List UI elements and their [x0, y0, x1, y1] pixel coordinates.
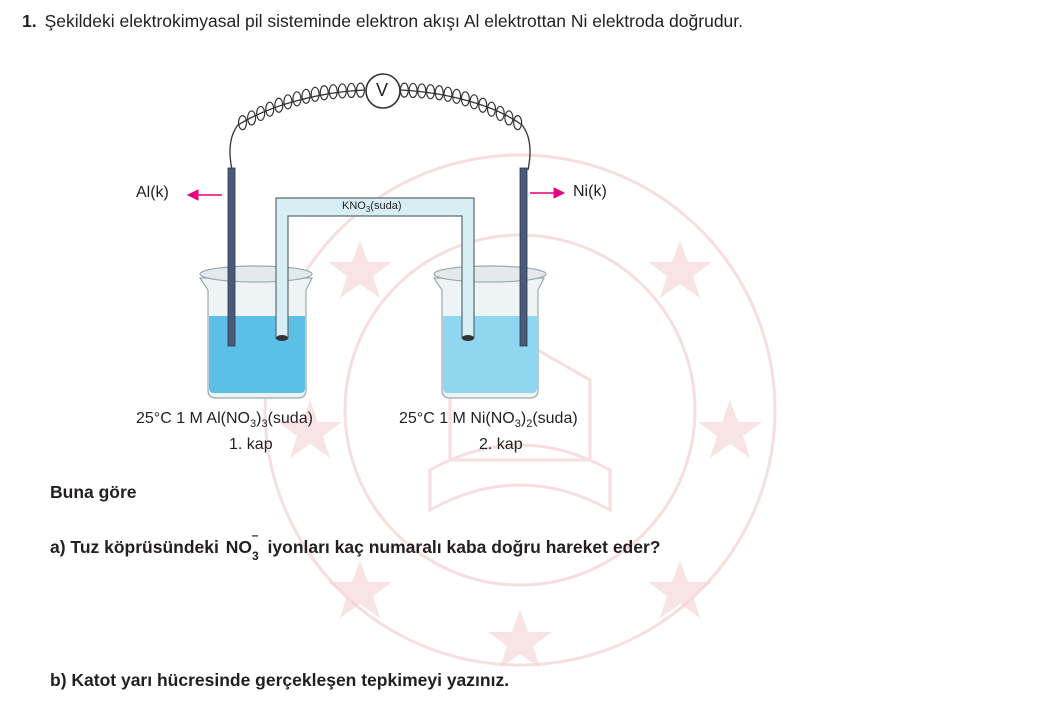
- wire-coil: [302, 89, 310, 103]
- voltmeter-label: V: [376, 80, 389, 100]
- prompt-text: Buna göre: [50, 482, 137, 502]
- right-arrow: [530, 188, 564, 198]
- left-arrow: [188, 190, 222, 200]
- wire-coil: [453, 89, 461, 103]
- question-body: Şekildeki elektrokimyasal pil sisteminde elektron akışı Al elektrottan Ni elektroda doğrudur.: [44, 11, 744, 31]
- wire-coil: [444, 87, 452, 101]
- right-solution-label: 25°C 1 M $Ni(NO_3)_2(suda)$: [399, 410, 578, 431]
- wire-coil: [329, 85, 337, 99]
- ni-electrode: [520, 168, 527, 346]
- wire-coil: [427, 85, 435, 99]
- left-solution-label: 25°C 1 M $Al(NO_3)_3(suda)$: [136, 410, 313, 431]
- nitrate-ion: $NO_3$ –: [225, 528, 259, 563]
- al-electrode: [228, 168, 235, 346]
- salt-bridge-label: $KNO_3(suda)$: [342, 200, 402, 215]
- part-b-question: b) Katot yarı hücresinde gerçekleşen tepkimeyi yazınız.: [50, 670, 510, 690]
- question-number: 1.: [22, 11, 37, 31]
- part-a-question: a) Tuz köprüsündeki $NO_3$ – iyonları kaç numaralı kaba doğru hareket eder?: [50, 528, 661, 563]
- beaker-2: [434, 266, 546, 398]
- wire-coil: [293, 92, 301, 106]
- right-beaker-caption: 2. kap: [479, 436, 523, 453]
- left-electrode-label: Al(k): [136, 184, 169, 201]
- left-beaker-caption: 1. kap: [229, 436, 273, 453]
- right-electrode-label: Ni(k): [573, 183, 607, 200]
- wire-coil: [311, 87, 319, 101]
- beaker-1: [200, 266, 312, 398]
- wire-coil: [435, 86, 443, 100]
- wire-coil: [320, 86, 328, 100]
